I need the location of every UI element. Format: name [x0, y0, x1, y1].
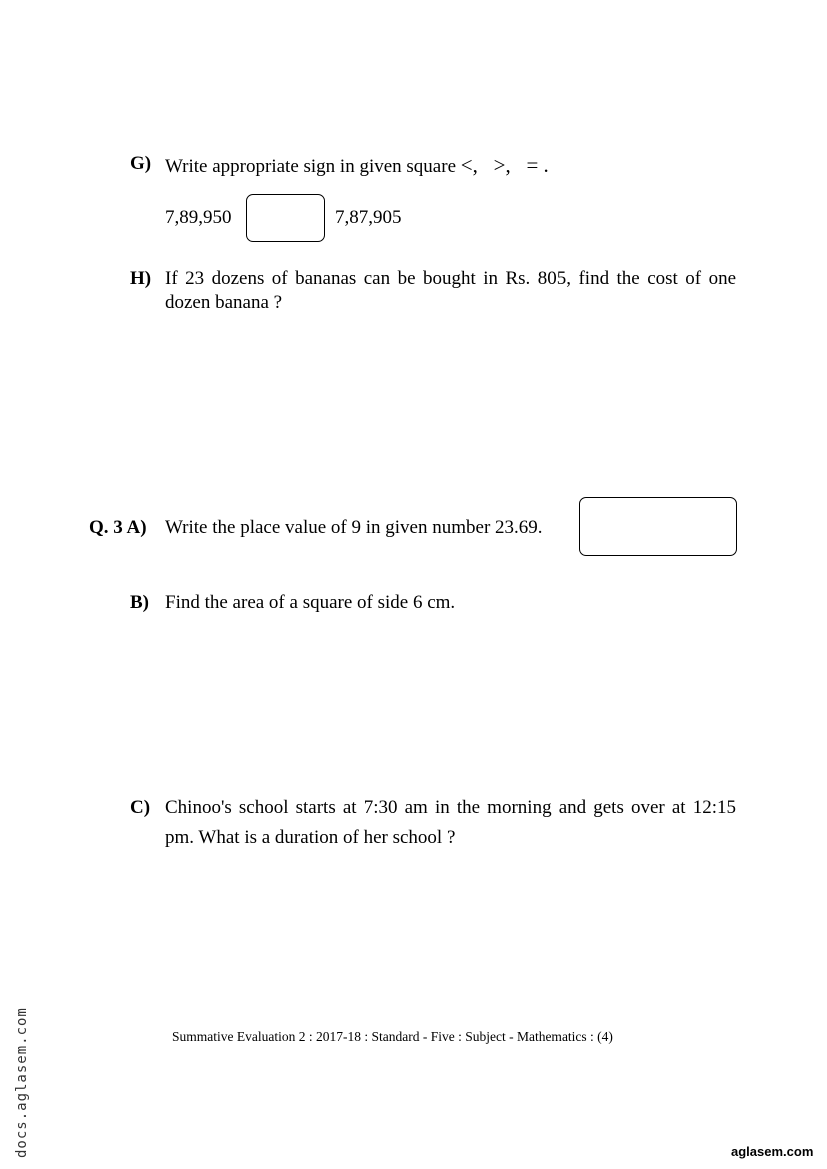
- question-g-left-number: 7,89,950: [165, 207, 232, 228]
- question-g-instruction: Write appropriate sign in given square: [165, 156, 457, 177]
- question-h-label: H): [130, 268, 152, 289]
- question-3b-label: B): [130, 592, 149, 613]
- question-g-signs: <, >, = .: [460, 153, 549, 177]
- question-3a-label: Q. 3 A): [89, 517, 147, 538]
- brand-watermark: aglasem.com: [731, 1144, 814, 1159]
- side-watermark: docs.aglasem.com: [14, 1007, 30, 1158]
- question-3a-text: Write the place value of 9 in given number 23.69.: [165, 517, 543, 538]
- question-h-line-2: dozen banana ?: [165, 292, 283, 313]
- question-g-right-number: 7,87,905: [335, 207, 402, 228]
- question-3b-text: Find the area of a square of side 6 cm.: [165, 592, 456, 613]
- page-footer: Summative Evaluation 2 : 2017-18 : Standard - Five : Subject - Mathematics : (4): [172, 1029, 613, 1044]
- question-3c-line-2: pm. What is a duration of her school ?: [165, 827, 456, 848]
- question-g-text: [165, 153, 549, 178]
- question-3c-line-1: Chinoo's school starts at 7:30 am in the morning and gets over at 12:15: [165, 797, 736, 818]
- question-3c-label: C): [130, 797, 151, 818]
- question-g-label: G): [130, 153, 152, 174]
- question-h-line-1: If 23 dozens of bananas can be bought in Rs. 805, find the cost of one: [165, 268, 736, 289]
- question-g-answer-box[interactable]: [246, 194, 325, 242]
- question-3a-answer-box[interactable]: [579, 497, 737, 556]
